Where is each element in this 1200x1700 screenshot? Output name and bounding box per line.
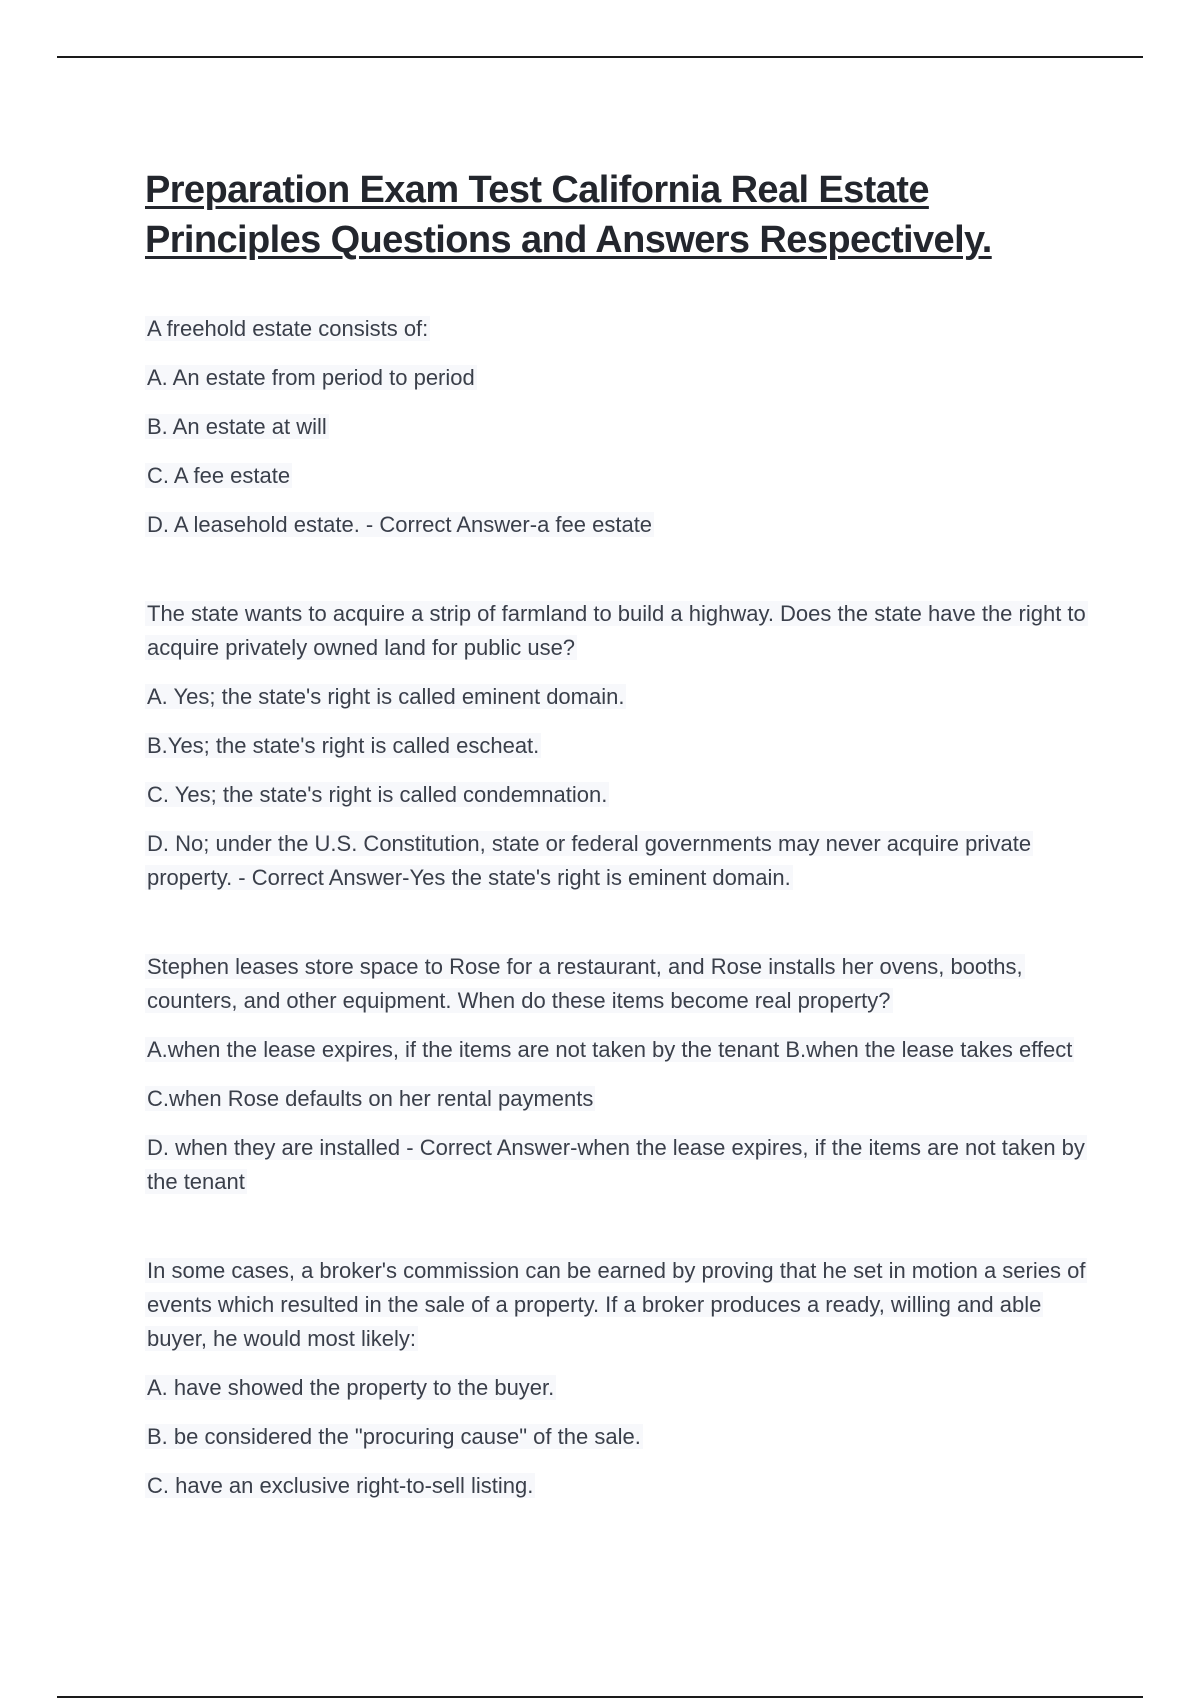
question-3-option-c: C.when Rose defaults on her rental payments <box>147 1086 594 1111</box>
question-2-stem: The state wants to acquire a strip of farmland to build a highway. Does the state have the right to acquire privately owned land for public use? <box>147 601 1086 660</box>
question-2 <box>145 598 1095 896</box>
question-1-stem: A freehold estate consists of: <box>147 316 429 341</box>
question-4-stem: In some cases, a broker's commission can be earned by proving that he set in motion a series of events which resulted in the sale of a property. If a broker produces a ready, willing and able buyer, he would most likely: <box>147 1258 1086 1351</box>
document-title: Preparation Exam Test California Real Estate Principles Questions and Answers Respectively. <box>145 169 992 261</box>
header-rule <box>57 56 1143 58</box>
question-3-stem: Stephen leases store space to Rose for a restaurant, and Rose installs her ovens, booths, counters, and other equipment. When do these items become real property? <box>147 954 1023 1013</box>
question-4-option-b: B. be considered the "procuring cause" of the sale. <box>147 1424 641 1449</box>
question-4-option-c: C. have an exclusive right-to-sell listing. <box>147 1473 534 1498</box>
question-1-option-a: A. An estate from period to period <box>147 365 475 390</box>
question-2-option-d: D. No; under the U.S. Constitution, state or federal governments may never acquire private property. - Correct Answer-Yes the state's right is eminent domain. <box>147 831 1032 890</box>
question-3 <box>145 951 1095 1200</box>
question-4 <box>145 1255 1095 1504</box>
question-2-option-c: C. Yes; the state's right is called condemnation. <box>147 782 608 807</box>
question-3-option-d: D. when they are installed - Correct Answer-when the lease expires, if the items are not taken by the tenant <box>147 1135 1085 1194</box>
question-2-option-b: B.Yes; the state's right is called escheat. <box>147 733 540 758</box>
question-1-option-b: B. An estate at will <box>147 414 327 439</box>
question-1 <box>145 313 1095 543</box>
footer-rule <box>57 1696 1143 1698</box>
document-body <box>145 165 1095 1559</box>
question-2-option-a: A. Yes; the state's right is called eminent domain. <box>147 684 625 709</box>
question-1-option-c: C. A fee estate <box>147 463 291 488</box>
question-1-option-d: D. A leasehold estate. - Correct Answer-a fee estate <box>147 512 653 537</box>
question-3-option-a-b: A.when the lease expires, if the items are not taken by the tenant B.when the lease takes effect <box>147 1037 1073 1062</box>
question-4-option-a: A. have showed the property to the buyer. <box>147 1375 555 1400</box>
